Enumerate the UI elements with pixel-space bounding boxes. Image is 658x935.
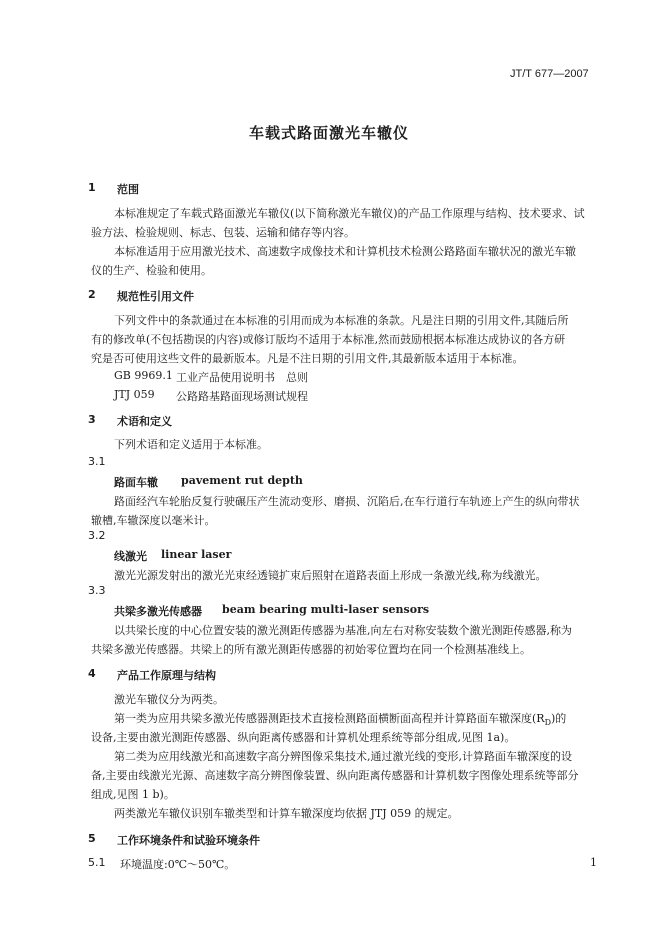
section-4-line: 激光车辙仪分为两类。 (114, 693, 224, 706)
section-3-title: 术语和定义 (117, 415, 172, 428)
term-chinese: 路面车辙 (114, 476, 158, 489)
section-5-title: 工作环境条件和试验环境条件 (117, 834, 260, 847)
section-1-number: 1 (88, 181, 96, 194)
term-chinese: 线激光 (114, 550, 147, 563)
term-definition-line: 激光光源发射出的激光光束经透镜扩束后照射在道路表面上形成一条激光线,称为线激光。 (114, 569, 547, 582)
section-2-line: 究是否可使用这些文件的最新版本。凡是不注日期的引用文件,其最新版本适用于本标准。 (91, 352, 524, 365)
section-4-number: 4 (88, 667, 96, 680)
section-2-line: 有的修改单(不包括勘误的内容)或修订版均不适用于本标准,然而鼓励根据本标准达成协议的各方研 (91, 333, 566, 346)
term-english: linear laser (161, 548, 232, 561)
subsection-text: 环境温度:0℃～50℃。 (120, 858, 236, 871)
section-3-number: 3 (88, 413, 96, 426)
section-2-line: 下列文件中的条款通过在本标准的引用而成为本标准的条款。凡是注日期的引用文件,其随后所 (114, 314, 569, 327)
section-4-line: 备,主要由线激光光源、高速数字高分辨图像装置、纵向距离传感器和计算机数字图像处理系统等部分 (91, 769, 579, 782)
section-4-line: 组成,见图 1 b)。 (91, 788, 175, 801)
section-2-number: 2 (88, 288, 96, 301)
page-number: 1 (590, 856, 597, 869)
reference-name: 工业产品使用说明书 总则 (176, 371, 308, 384)
reference-code: GB 9969.1 (114, 369, 173, 382)
reference-code: JTJ 059 (114, 388, 155, 401)
term-chinese: 共梁多激光传感器 (114, 605, 202, 618)
reference-name: 公路路基路面现场测试规程 (176, 390, 308, 403)
section-5-number: 5 (88, 832, 96, 845)
section-3-intro: 下列术语和定义适用于本标准。 (114, 438, 268, 451)
section-1-line: 验方法、检验规则、标志、包装、运输和储存等内容。 (91, 226, 355, 239)
section-1-line: 仪的生产、检验和使用。 (91, 264, 212, 277)
term-definition-line: 路面经汽车轮胎反复行驶碾压产生流动变形、磨损、沉陷后,在车行道行车轨迹上产生的纵向带状 (114, 495, 580, 508)
term-number: 3.3 (88, 584, 106, 597)
section-4-title: 产品工作原理与结构 (117, 669, 216, 682)
term-english: pavement rut depth (181, 474, 303, 487)
subscript-d: D (544, 718, 551, 728)
standard-code: JT/T 677—2007 (510, 68, 589, 80)
term-definition-line: 共梁多激光传感器。共梁上的所有激光测距传感器的初始零位置均在同一个检测基准线上。 (91, 643, 531, 656)
term-english: beam bearing multi-laser sensors (222, 603, 430, 616)
section-4-line-text: 第一类为应用共梁多激光传感器测距技术直接检测路面横断面高程并计算路面车辙深度(R (114, 712, 545, 725)
term-number: 3.1 (88, 455, 106, 468)
section-4-line-tail: )的 (551, 712, 567, 725)
term-definition-line: 辙槽,车辙深度以毫米计。 (91, 514, 216, 527)
document-title: 车载式路面激光车辙仪 (248, 124, 409, 142)
section-4-line: 第二类为应用线激光和高速数字高分辨图像采集技术,通过激光线的变形,计算路面车辙深度的设 (114, 750, 572, 763)
section-2-title: 规范性引用文件 (117, 290, 194, 303)
section-1-line: 本标准适用于应用激光技术、高速数字成像技术和计算机技术检测公路路面车辙状况的激光车辙 (114, 245, 576, 258)
term-number: 3.2 (88, 529, 106, 542)
section-4-line: 设备,主要由激光测距传感器、纵向距离传感器和计算机处理系统等部分组成,见图 1a)。 (91, 731, 516, 744)
section-1-title: 范围 (117, 183, 139, 196)
term-definition-line: 以共梁长度的中心位置安装的激光测距传感器为基准,向左右对称安装数个激光测距传感器,称为 (114, 624, 572, 637)
section-4-line-rut (114, 710, 566, 727)
section-4-line: 两类激光车辙仪识别车辙类型和计算车辙深度均依据 JTJ 059 的规定。 (114, 807, 459, 820)
subsection-number: 5.1 (88, 856, 106, 869)
section-1-line: 本标准规定了车载式路面激光车辙仪(以下简称激光车辙仪)的产品工作原理与结构、技术要求、试 (114, 207, 585, 220)
